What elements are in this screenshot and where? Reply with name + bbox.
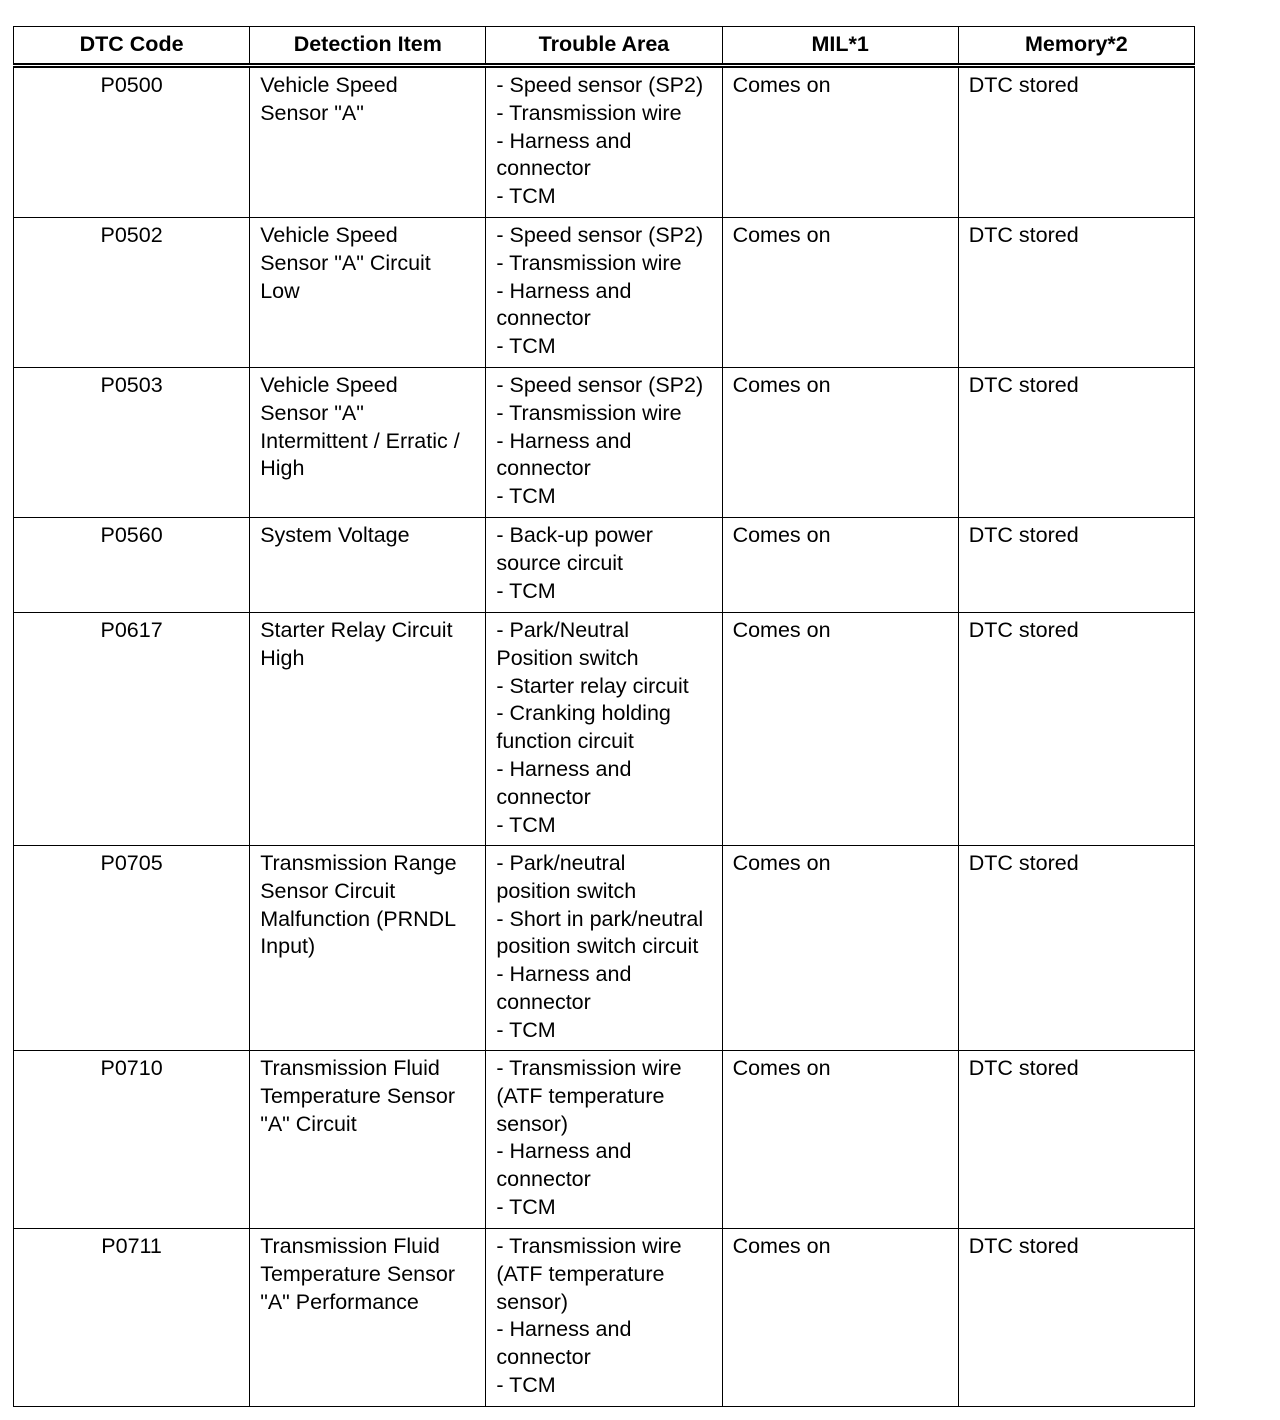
mil-status: Comes on xyxy=(732,851,831,875)
detection-item-line: Sensor Circuit xyxy=(260,878,396,903)
memory-cell xyxy=(958,66,1194,218)
detection-item-cell xyxy=(250,368,486,518)
header-trouble-area: Trouble Area xyxy=(486,27,722,66)
memory-status: DTC stored xyxy=(968,1056,1079,1080)
detection-item-line: Vehicle Speed xyxy=(260,73,398,97)
mil-status: Comes on xyxy=(732,1056,831,1080)
trouble-area-line: - Starter relay circuit xyxy=(496,673,689,698)
detection-item-cell xyxy=(250,613,486,846)
header-detection-item: Detection Item xyxy=(250,27,486,66)
trouble-area-line: - Speed sensor (SP2) xyxy=(496,73,704,97)
trouble-area-line: - Back-up power xyxy=(496,523,653,547)
detection-item-line: Temperature Sensor xyxy=(260,1261,455,1286)
trouble-area-line: - Speed sensor (SP2) xyxy=(496,373,704,397)
detection-item-line: Malfunction (PRNDL xyxy=(260,906,457,931)
trouble-area-line: connector xyxy=(496,784,591,809)
detection-item-line: High xyxy=(260,456,305,481)
trouble-area-line: - Harness and xyxy=(496,756,632,781)
trouble-area-line: - Cranking holding xyxy=(496,701,671,726)
mil-cell xyxy=(722,1229,958,1407)
detection-item-line: High xyxy=(260,645,305,670)
table-header xyxy=(14,27,1195,66)
trouble-area-line: - TCM xyxy=(496,184,556,209)
mil-status: Comes on xyxy=(732,618,831,642)
detection-item-cell xyxy=(250,1229,486,1407)
trouble-area-line: - TCM xyxy=(496,1017,556,1042)
detection-item-line: Starter Relay Circuit xyxy=(260,618,453,642)
memory-status: DTC stored xyxy=(968,618,1079,642)
trouble-area-line: - Harness and xyxy=(496,428,632,453)
dtc-code-cell xyxy=(14,1229,250,1407)
trouble-area-line: - Harness and xyxy=(496,1139,632,1164)
trouble-area-line: - TCM xyxy=(496,578,556,603)
trouble-area-cell xyxy=(486,66,722,218)
mil-cell xyxy=(722,518,958,613)
trouble-area-line: sensor) xyxy=(496,1111,569,1136)
trouble-area-cell xyxy=(486,1229,722,1407)
detection-item-line: Intermittent / Erratic / xyxy=(260,428,460,453)
memory-status: DTC stored xyxy=(968,73,1079,97)
trouble-area-line: - Harness and xyxy=(496,128,632,153)
trouble-area-line: - Transmission wire xyxy=(496,400,682,425)
trouble-area-line: - TCM xyxy=(496,484,556,509)
detection-item-line: Low xyxy=(260,278,300,303)
detection-item-cell xyxy=(250,1051,486,1229)
detection-item-line: Sensor "A" xyxy=(260,400,364,425)
trouble-area-cell xyxy=(486,846,722,1051)
table-row xyxy=(14,518,1195,613)
dtc-code: P0560 xyxy=(100,523,163,547)
trouble-area-line: function circuit xyxy=(496,729,634,754)
dtc-table xyxy=(13,26,1195,1407)
mil-cell xyxy=(722,218,958,368)
trouble-area-line: connector xyxy=(496,989,591,1014)
trouble-area-cell xyxy=(486,613,722,846)
trouble-area-line: connector xyxy=(496,156,591,181)
memory-cell xyxy=(958,1229,1194,1407)
mil-cell xyxy=(722,66,958,218)
trouble-area-line: - Transmission wire xyxy=(496,1234,682,1258)
detection-item-line: Input) xyxy=(260,934,316,959)
memory-cell xyxy=(958,846,1194,1051)
dtc-code-cell xyxy=(14,1051,250,1229)
trouble-area-line: - TCM xyxy=(496,1372,556,1397)
memory-cell xyxy=(958,368,1194,518)
trouble-area-line: source circuit xyxy=(496,550,624,575)
memory-cell xyxy=(958,218,1194,368)
trouble-area-line: connector xyxy=(496,1345,591,1370)
table-row xyxy=(14,218,1195,368)
trouble-area-line: - Park/neutral xyxy=(496,851,626,875)
mil-status: Comes on xyxy=(732,73,831,97)
memory-cell xyxy=(958,518,1194,613)
mil-status: Comes on xyxy=(732,1234,831,1258)
trouble-area-line: - Transmission wire xyxy=(496,100,682,125)
trouble-area-cell xyxy=(486,1051,722,1229)
header-dtc-code: DTC Code xyxy=(14,27,250,66)
dtc-code-cell xyxy=(14,518,250,613)
dtc-code: P0710 xyxy=(100,1056,163,1080)
table-row xyxy=(14,613,1195,846)
trouble-area-line: - Speed sensor (SP2) xyxy=(496,223,704,247)
dtc-code-cell xyxy=(14,218,250,368)
dtc-code: P0502 xyxy=(100,223,163,247)
trouble-area-cell xyxy=(486,218,722,368)
trouble-area-line: - TCM xyxy=(496,334,556,359)
table-row xyxy=(14,846,1195,1051)
dtc-code: P0617 xyxy=(100,618,163,642)
trouble-area-line: sensor) xyxy=(496,1289,569,1314)
dtc-code: P0705 xyxy=(100,851,163,875)
dtc-code-cell xyxy=(14,66,250,218)
table-row xyxy=(14,1051,1195,1229)
detection-item-line: System Voltage xyxy=(260,523,410,547)
mil-status: Comes on xyxy=(732,373,831,397)
trouble-area-line: - TCM xyxy=(496,1194,556,1219)
mil-cell xyxy=(722,846,958,1051)
trouble-area-line: - Harness and xyxy=(496,962,632,987)
dtc-code: P0711 xyxy=(101,1234,162,1258)
header-row xyxy=(14,27,1195,66)
trouble-area-line: position switch circuit xyxy=(496,934,699,959)
trouble-area-cell xyxy=(486,518,722,613)
mil-cell xyxy=(722,613,958,846)
trouble-area-line: - Transmission wire xyxy=(496,1056,682,1080)
trouble-area-cell xyxy=(486,368,722,518)
detection-item-cell xyxy=(250,846,486,1051)
dtc-code: P0503 xyxy=(100,373,163,397)
dtc-code-cell xyxy=(14,846,250,1051)
memory-status: DTC stored xyxy=(968,523,1079,547)
mil-status: Comes on xyxy=(732,523,831,547)
detection-item-line: Vehicle Speed xyxy=(260,223,398,247)
dtc-code-cell xyxy=(14,368,250,518)
table-row xyxy=(14,368,1195,518)
memory-cell xyxy=(958,1051,1194,1229)
dtc-code-cell xyxy=(14,613,250,846)
detection-item-line: Vehicle Speed xyxy=(260,373,398,397)
trouble-area-line: - Transmission wire xyxy=(496,250,682,275)
trouble-area-line: (ATF temperature xyxy=(496,1083,665,1108)
trouble-area-line: - Short in park/neutral xyxy=(496,906,704,931)
detection-item-line: Transmission Fluid xyxy=(260,1234,440,1258)
trouble-area-line: connector xyxy=(496,456,591,481)
mil-status: Comes on xyxy=(732,223,831,247)
table-body xyxy=(14,66,1195,1407)
detection-item-line: "A" Circuit xyxy=(260,1111,357,1136)
trouble-area-line: connector xyxy=(496,1167,591,1192)
mil-cell xyxy=(722,1051,958,1229)
detection-item-line: Sensor "A" xyxy=(260,100,364,125)
header-memory: Memory*2 xyxy=(958,27,1194,66)
memory-cell xyxy=(958,613,1194,846)
detection-item-line: Transmission Range xyxy=(260,851,457,875)
trouble-area-line: (ATF temperature xyxy=(496,1261,665,1286)
memory-status: DTC stored xyxy=(968,851,1079,875)
detection-item-line: Temperature Sensor xyxy=(260,1083,455,1108)
memory-status: DTC stored xyxy=(968,373,1079,397)
detection-item-cell xyxy=(250,66,486,218)
detection-item-line: "A" Performance xyxy=(260,1289,419,1314)
dtc-code: P0500 xyxy=(100,73,163,97)
trouble-area-line: - Harness and xyxy=(496,278,632,303)
detection-item-line: Transmission Fluid xyxy=(260,1056,440,1080)
table-row xyxy=(14,66,1195,218)
detection-item-line: Sensor "A" Circuit xyxy=(260,250,431,275)
trouble-area-line: - Park/Neutral xyxy=(496,618,629,642)
trouble-area-line: - Harness and xyxy=(496,1317,632,1342)
trouble-area-line: connector xyxy=(496,306,591,331)
detection-item-cell xyxy=(250,518,486,613)
trouble-area-line: - TCM xyxy=(496,812,556,837)
memory-status: DTC stored xyxy=(968,223,1079,247)
detection-item-cell xyxy=(250,218,486,368)
header-mil: MIL*1 xyxy=(722,27,958,66)
memory-status: DTC stored xyxy=(968,1234,1079,1258)
trouble-area-line: Position switch xyxy=(496,645,639,670)
mil-cell xyxy=(722,368,958,518)
table-row xyxy=(14,1229,1195,1407)
trouble-area-line: position switch xyxy=(496,878,637,903)
